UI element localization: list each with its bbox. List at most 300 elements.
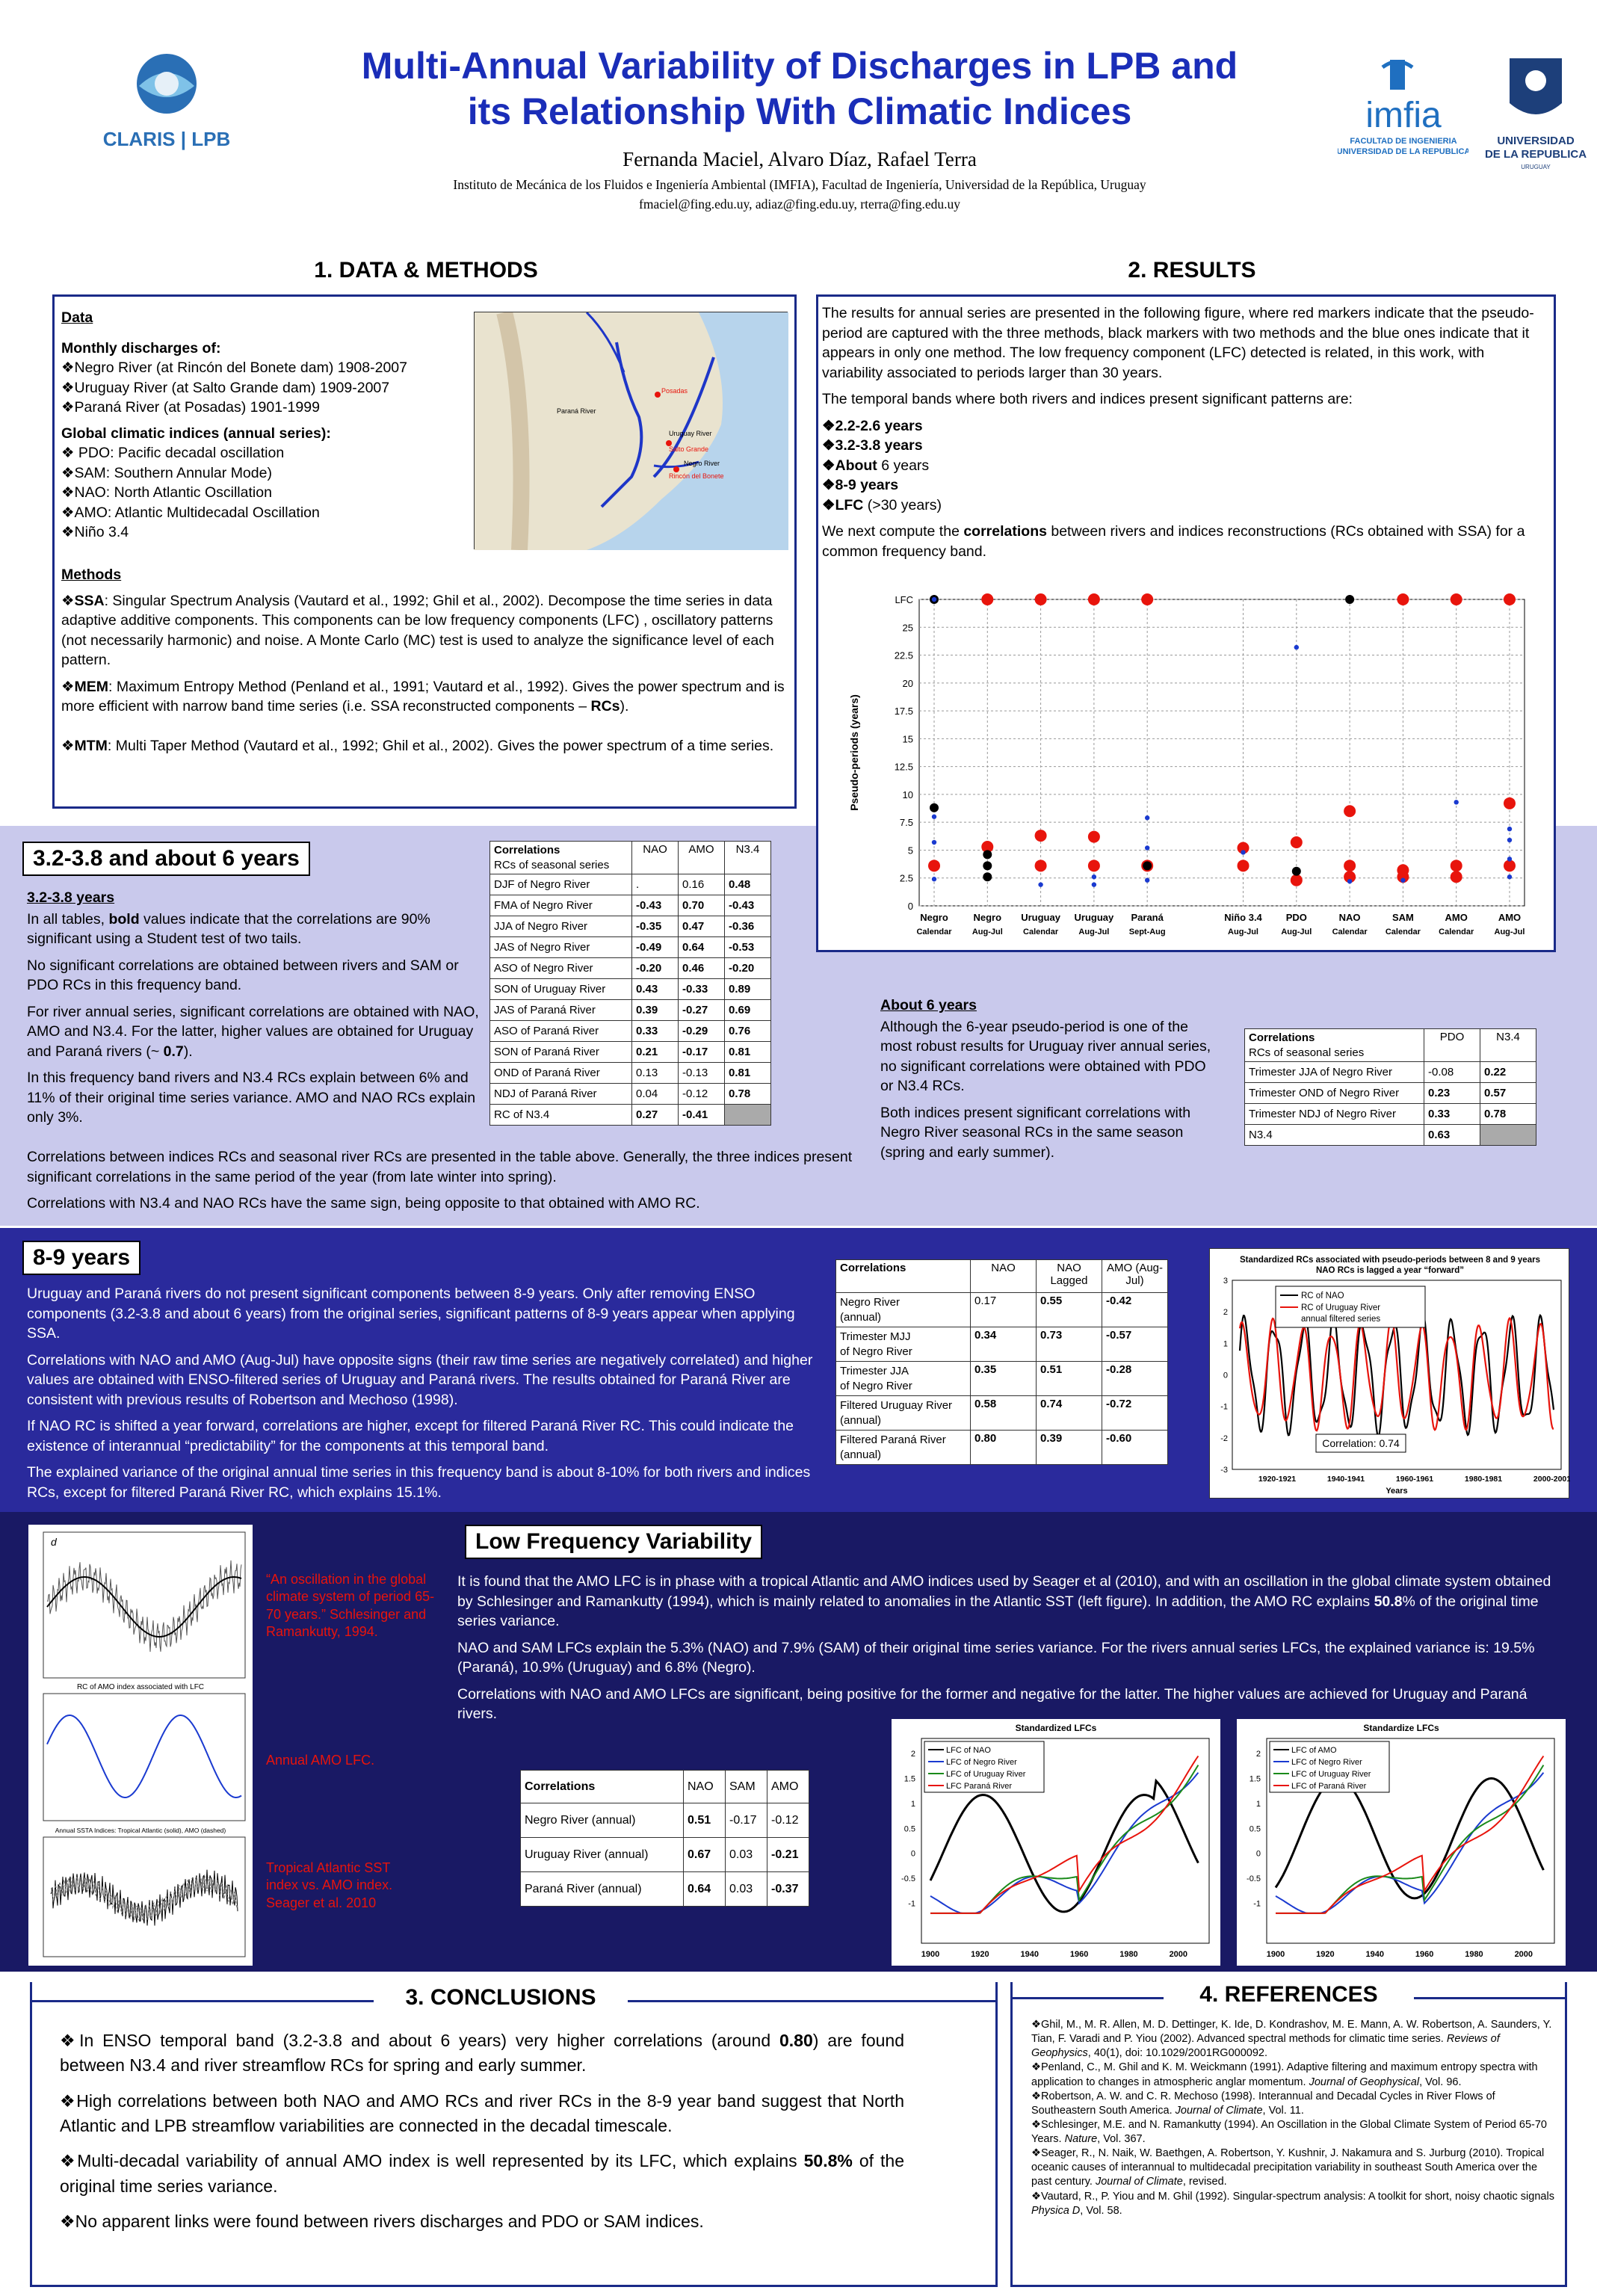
table-cell: 0.22 bbox=[1480, 1062, 1536, 1083]
y-tick-label: 1 bbox=[1255, 1799, 1261, 1809]
results-text: The results for annual series are presented in the following figure, where red markers indicate that the pseudo-period are captured with the three methods, black markers with two methods and the blue ones indicate that it appears in only one method. The low frequency component (LFC) detected is related, in this work, with variability associated to periods larger than 30 years. The temporal bands where both rivers and indices present significant patterns are: ❖2.2-2.6 years ❖3.2-3.8 years ❖About 6 years ❖8-9 years ❖LFC (>30 years) We next compute the correlations between rivers and indices reconstructions (RCs obtained with SSA) for a common frequency band. bbox=[822, 305, 1534, 560]
table-cell: 0.47 bbox=[679, 916, 725, 937]
table-cell: N3.4 bbox=[1480, 1029, 1536, 1062]
y-tick-label: -0.5 bbox=[901, 1874, 915, 1884]
svg-text:imfia: imfia bbox=[1365, 96, 1442, 135]
table-cell: 0.67 bbox=[684, 1838, 726, 1872]
band-89-text: Uruguay and Paraná rivers do not present significant components between 8-9 years. Only after removing ENSO components (3.2-3.8 and about 6 years) from the original series, significant patterns of 8-9 years appear when applying SSA. Correlations with NAO and AMO (Aug-Jul) have opposite signs (their raw time series are negatively correlated) and higher values are obtained with ENSO-filtered series of Uruguay and Paraná rivers. The results obtained for Paraná River are consistent with previous results of Robertson and Mechoso (1998). If NAO RC is shifted a year forward, correlations are higher, except for filtered Paraná River RC. This could indicate the existence of interannual “predictability” for the components at this temporal band. The explained variance of the original annual time series in this frequency band is about 8-10% for both rivers and indices RCs, except for filtered Paraná River RC, which explains 15.1%. bbox=[27, 1286, 813, 1501]
data-point bbox=[1291, 874, 1303, 886]
chart-title: Standardize LFCs bbox=[1363, 1723, 1439, 1733]
data-point bbox=[1504, 797, 1516, 809]
fig-title: RC of AMO index associated with LFC bbox=[76, 1683, 205, 1691]
legend-label: LFC of Negro River bbox=[946, 1758, 1017, 1767]
data-point bbox=[1451, 860, 1462, 871]
x-category-sublabel: Aug-Jul bbox=[1228, 928, 1258, 936]
table-row bbox=[521, 1803, 809, 1838]
data-point bbox=[1347, 879, 1352, 883]
x-category-label: Uruguay bbox=[1074, 912, 1114, 923]
monthly-item: ❖Paraná River (at Posadas) 1901-1999 bbox=[61, 399, 320, 416]
svg-text:DE LA REPUBLICA: DE LA REPUBLICA bbox=[1484, 148, 1587, 161]
table-cell: -0.08 bbox=[1424, 1062, 1480, 1083]
legend-label: LFC of Negro River bbox=[1291, 1758, 1362, 1767]
x-tick-label: 1940 bbox=[1020, 1950, 1039, 1959]
data-point bbox=[1241, 850, 1245, 854]
data-point bbox=[1145, 815, 1149, 820]
table-cell: 0.63 bbox=[1424, 1125, 1480, 1146]
x-category-sublabel: Aug-Jul bbox=[1281, 928, 1312, 936]
table-cell: -0.20 bbox=[632, 958, 679, 979]
y-tick-label: 0.5 bbox=[1249, 1824, 1261, 1834]
data-point bbox=[1454, 800, 1459, 804]
y-tick-label: 12.5 bbox=[894, 761, 913, 773]
data-point bbox=[1504, 593, 1516, 605]
y-tick-label: 1 bbox=[910, 1799, 915, 1809]
table-cell: 0.70 bbox=[679, 895, 725, 916]
table-row bbox=[490, 1084, 771, 1105]
lfv-caption-3: Tropical Atlantic SST index vs. AMO index. Seager et al. 2010 bbox=[266, 1860, 393, 1910]
table-row bbox=[521, 1838, 809, 1872]
svg-text:CLARIS | LPB: CLARIS | LPB bbox=[102, 128, 231, 150]
table-row bbox=[1245, 1062, 1536, 1083]
y-tick-label: -3 bbox=[1220, 1466, 1228, 1475]
legend-label: LFC Paraná River bbox=[946, 1782, 1013, 1791]
table-cell: RC of N3.4 bbox=[490, 1105, 632, 1126]
y-tick-label: 2 bbox=[1255, 1750, 1261, 1759]
table-cell bbox=[725, 1105, 771, 1126]
fig-title: Annual SSTA Indices: Tropical Atlantic (solid), AMO (dashed) bbox=[55, 1827, 226, 1834]
fig-sst-frame bbox=[43, 1837, 245, 1957]
lfv-caption-2: Annual AMO LFC. bbox=[266, 1753, 375, 1768]
y-tick-label: 20 bbox=[902, 677, 913, 689]
global-item: ❖SAM: Southern Annular Mode) bbox=[61, 464, 272, 481]
svg-text:Salto Grande: Salto Grande bbox=[669, 445, 709, 453]
table-cell: ASO of Paraná River bbox=[490, 1021, 632, 1042]
poster-title: Multi-Annual Variability of Discharges in LPB and its Relationship With Climatic Indices bbox=[361, 45, 1238, 132]
monthly-item: ❖Uruguay River (at Salto Grande dam) 1909-2007 bbox=[61, 379, 390, 396]
table-row bbox=[490, 895, 771, 916]
x-category-sublabel: Calendar bbox=[1439, 928, 1474, 936]
legend-label: LFC of Paraná River bbox=[1291, 1782, 1367, 1791]
table-cell: -0.35 bbox=[632, 916, 679, 937]
table-header-row bbox=[836, 1260, 1168, 1293]
table-cell: Correlations bbox=[836, 1260, 971, 1293]
x-tick-label: 1940 bbox=[1365, 1950, 1384, 1959]
svg-text:UNIVERSIDAD: UNIVERSIDAD bbox=[1497, 135, 1575, 147]
table-row bbox=[490, 874, 771, 895]
table-row bbox=[490, 1042, 771, 1063]
svg-text:Rincón del Bonete: Rincón del Bonete bbox=[669, 472, 724, 480]
band-89-label: 8-9 years bbox=[22, 1241, 140, 1275]
table-cell: 0.03 bbox=[726, 1872, 767, 1907]
table-cell: 0.33 bbox=[1424, 1104, 1480, 1125]
legend-label: RC of Uruguay River bbox=[1301, 1303, 1381, 1312]
lfv-label: Low Frequency Variability bbox=[465, 1525, 762, 1559]
table-cell: Paraná River (annual) bbox=[521, 1872, 684, 1907]
x-category-sublabel: Calendar bbox=[1023, 928, 1059, 936]
table-cell: NDJ of Paraná River bbox=[490, 1084, 632, 1105]
pdo-n34-table bbox=[1244, 1028, 1536, 1146]
x-tick-label: 1900 bbox=[1266, 1950, 1285, 1959]
section-1-heading: 1. DATA & METHODS bbox=[314, 258, 538, 283]
lfv-caption-1: “An oscillation in the global climate system of period 65-70 years.” Schlesinger and Ramankutty, 1994. bbox=[266, 1572, 435, 1640]
data-point bbox=[1035, 830, 1047, 842]
data-point bbox=[1344, 805, 1356, 817]
table-cell: 0.55 bbox=[1037, 1293, 1102, 1327]
table-cell: -0.13 bbox=[679, 1063, 725, 1084]
table-header-row bbox=[490, 842, 771, 874]
x-tick-label: 1920 bbox=[971, 1950, 989, 1959]
x-category-sublabel: Aug-Jul bbox=[1078, 928, 1110, 936]
data-point bbox=[1294, 645, 1299, 649]
x-tick-label: 2000 bbox=[1169, 1950, 1188, 1959]
svg-text:UNIVERSIDAD DE LA REPUBLICA: UNIVERSIDAD DE LA REPUBLICA bbox=[1338, 147, 1468, 156]
table-cell: 0.69 bbox=[725, 1000, 771, 1021]
plot-frame bbox=[919, 599, 1525, 906]
chart-title: Standardized LFCs bbox=[1015, 1723, 1097, 1733]
x-category-sublabel: Sept-Aug bbox=[1128, 928, 1166, 936]
table-row bbox=[836, 1362, 1168, 1396]
table-cell: NAO bbox=[632, 842, 679, 874]
x-category-label: Paraná bbox=[1131, 912, 1164, 923]
x-tick-label: 1960-1961 bbox=[1395, 1475, 1434, 1484]
legend-label: LFC of Uruguay River bbox=[1291, 1770, 1371, 1779]
data-point bbox=[1145, 845, 1149, 850]
table-cell: . bbox=[632, 874, 679, 895]
data-point bbox=[1238, 860, 1250, 871]
data-point bbox=[1145, 878, 1149, 883]
claris-logo bbox=[96, 45, 238, 157]
band-36-text-2: Correlations between indices RCs and seasonal river RCs are presented in the table above. Generally, the three indices present significant correlations in the same period of the year (from late winter into spring). Correlations with N3.4 and NAO RCs have the same sign, being opposite to that obtained with AMO RC. bbox=[27, 1149, 853, 1212]
x-category-label: AMO bbox=[1445, 912, 1468, 923]
lfv-left-figures bbox=[28, 1525, 253, 1966]
table-cell: NAO bbox=[971, 1260, 1037, 1293]
table-cell: -0.27 bbox=[679, 1000, 725, 1021]
table-cell: Negro River (annual) bbox=[521, 1803, 684, 1838]
y-tick-label: 22.5 bbox=[894, 649, 913, 661]
table-cell: 0.16 bbox=[679, 874, 725, 895]
section-2-heading: 2. RESULTS bbox=[1128, 258, 1256, 283]
table-row bbox=[490, 979, 771, 1000]
x-tick-label: 1920 bbox=[1316, 1950, 1335, 1959]
data-point bbox=[1291, 836, 1303, 848]
data-point bbox=[1345, 595, 1354, 604]
table-cell: -0.43 bbox=[725, 895, 771, 916]
x-category-label: PDO bbox=[1285, 912, 1307, 923]
table-row bbox=[490, 958, 771, 979]
chart-title: Standardized RCs associated with pseudo-periods between 8 and 9 years bbox=[1240, 1256, 1540, 1265]
y-tick-label: -1 bbox=[1220, 1402, 1228, 1412]
table-row bbox=[836, 1293, 1168, 1327]
x-category-sublabel: Calendar bbox=[1385, 928, 1421, 936]
data-point bbox=[928, 860, 940, 871]
table-row bbox=[490, 1021, 771, 1042]
table-row bbox=[1245, 1083, 1536, 1104]
table-cell: JJA of Negro River bbox=[490, 916, 632, 937]
x-category-sublabel: Calendar bbox=[1332, 928, 1368, 936]
legend-label: RC of NAO bbox=[1301, 1292, 1344, 1300]
table-cell: 0.73 bbox=[1037, 1327, 1102, 1362]
y-tick-label: 0 bbox=[1255, 1849, 1261, 1859]
y-tick-label: 2 bbox=[1223, 1308, 1228, 1318]
data-point bbox=[1344, 860, 1356, 871]
table-cell: 0.76 bbox=[725, 1021, 771, 1042]
data-point bbox=[1143, 861, 1152, 870]
seasonal-correlation-table bbox=[489, 841, 771, 1126]
table-cell: -0.33 bbox=[679, 979, 725, 1000]
table-cell: 0.33 bbox=[632, 1021, 679, 1042]
table-cell: 0.64 bbox=[684, 1872, 726, 1907]
section-4-heading: 4. REFERENCES bbox=[1199, 1982, 1378, 2007]
table-cell: 0.51 bbox=[684, 1803, 726, 1838]
pseudo-period-chart bbox=[837, 583, 1547, 949]
table-cell: -0.28 bbox=[1102, 1362, 1168, 1396]
table-cell: FMA of Negro River bbox=[490, 895, 632, 916]
data-point bbox=[1400, 878, 1405, 883]
data-point bbox=[1088, 860, 1100, 871]
lfv-text: It is found that the AMO LFC is in phase with a tropical Atlantic and AMO indices used by Seager et al (2010), and with an oscillation in the global climate system obtained by Schlesinger and Ramankutty (1994), which is mainly related to anomalies in the Atlantic SST (left figure). In addition, the AMO RC explains 50.8% of the original time series variance. NAO and SAM LFCs explain the 5.3% (NAO) and 7.9% (SAM) of their original time series variance. For the rivers annual series LFCs, the explained variance is: 19.5% (Paraná), 10.9% (Uruguay) and 6.8% (Negro). Correlations with NAO and AMO LFCs are significant, being positive for the former and negative for the latter. The higher values are achieved for Uruguay and Paraná rivers. bbox=[457, 1573, 1551, 1723]
section-3-heading: 3. CONCLUSIONS bbox=[405, 1985, 596, 2010]
table-row bbox=[490, 1105, 771, 1126]
table-cell: ASO of Negro River bbox=[490, 958, 632, 979]
x-tick-label: 1940-1941 bbox=[1326, 1475, 1365, 1484]
method-mem: ❖MEM: Maximum Entropy Method (Penland et al., 1991; Vautard et al., 1992). Gives the power spectrum and is more efficient with narrow band time series (i.e. SSA reconstructed components – RCs). bbox=[61, 678, 785, 715]
x-category-sublabel: Aug-Jul bbox=[1494, 928, 1525, 936]
band-36-label: 3.2-3.8 and about 6 years bbox=[22, 842, 310, 876]
table-cell: N3.4 bbox=[1245, 1125, 1424, 1146]
data-point bbox=[1035, 593, 1047, 605]
y-tick-label: 0 bbox=[907, 901, 913, 912]
table-cell: 0.34 bbox=[971, 1327, 1037, 1362]
authors: Fernanda Maciel, Alvaro Díaz, Rafael Terra bbox=[623, 148, 977, 170]
data-point bbox=[930, 803, 939, 812]
y-tick-label: -1 bbox=[908, 1899, 915, 1909]
y-axis-label: Pseudo-periods (years) bbox=[848, 694, 860, 811]
table-cell: Trimester JJA of Negro River bbox=[1245, 1062, 1424, 1083]
y-tick-label: 2.5 bbox=[899, 872, 913, 884]
data-point bbox=[1507, 838, 1512, 842]
data-point bbox=[1292, 867, 1301, 876]
table-cell: 0.17 bbox=[971, 1293, 1037, 1327]
fig-label: d bbox=[51, 1536, 57, 1548]
table-cell: 0.81 bbox=[725, 1042, 771, 1063]
y-tick-label: 17.5 bbox=[894, 706, 913, 718]
udelar-logo bbox=[1480, 51, 1592, 178]
y-tick-label: -1 bbox=[1253, 1899, 1261, 1909]
table-cell: 0.03 bbox=[726, 1838, 767, 1872]
table-cell: 0.81 bbox=[725, 1063, 771, 1084]
table-cell bbox=[1480, 1125, 1536, 1146]
global-item: ❖Niño 3.4 bbox=[61, 524, 129, 541]
table-cell: Filtered Paraná River (annual) bbox=[836, 1431, 971, 1465]
data-point bbox=[981, 593, 993, 605]
y-tick-label: LFC bbox=[895, 594, 913, 605]
data-point bbox=[1141, 593, 1153, 605]
y-tick-label: 0 bbox=[1223, 1371, 1228, 1380]
svg-text:FACULTAD DE INGENIERIA: FACULTAD DE INGENIERIA bbox=[1350, 137, 1457, 146]
method-mtm: ❖MTM: Multi Taper Method (Vautard et al., 1992; Ghil et al., 2002). Gives the power spectrum of a time series. bbox=[61, 737, 774, 754]
table-cell: -0.42 bbox=[1102, 1293, 1168, 1327]
table-row bbox=[490, 1063, 771, 1084]
data-point bbox=[1507, 857, 1512, 861]
table-cell: JAS of Paraná River bbox=[490, 1000, 632, 1021]
conclusions-rule-left bbox=[30, 2000, 374, 2002]
data-point bbox=[1397, 593, 1409, 605]
fig-oscillation-frame bbox=[43, 1532, 245, 1678]
table-cell: 0.89 bbox=[725, 979, 771, 1000]
x-axis-label: Years bbox=[1386, 1487, 1408, 1496]
x-category-label: Negro bbox=[973, 912, 1002, 923]
table-cell: OND of Paraná River bbox=[490, 1063, 632, 1084]
x-category-sublabel: Aug-Jul bbox=[972, 928, 1003, 936]
table-cell: Trimester OND of Negro River bbox=[1245, 1083, 1424, 1104]
legend-label: LFC of Uruguay River bbox=[946, 1770, 1026, 1779]
x-tick-label: 1960 bbox=[1069, 1950, 1089, 1959]
table-cell: -0.43 bbox=[632, 895, 679, 916]
x-category-label: AMO bbox=[1498, 912, 1522, 923]
table-cell: Uruguay River (annual) bbox=[521, 1838, 684, 1872]
table-cell: 0.74 bbox=[1037, 1396, 1102, 1431]
data-point bbox=[983, 850, 992, 859]
table-cell: -0.21 bbox=[767, 1838, 809, 1872]
x-tick-label: 2000 bbox=[1514, 1950, 1533, 1959]
table-cell: Filtered Uruguay River (annual) bbox=[836, 1396, 971, 1431]
table-cell: -0.49 bbox=[632, 937, 679, 958]
table-cell: N3.4 bbox=[725, 842, 771, 874]
basin-map bbox=[474, 312, 788, 549]
table-row bbox=[836, 1327, 1168, 1362]
x-tick-label: 1980 bbox=[1465, 1950, 1483, 1959]
x-tick-label: 1980-1981 bbox=[1464, 1475, 1503, 1484]
data-point bbox=[932, 597, 936, 602]
y-tick-label: 5 bbox=[907, 845, 913, 857]
table-cell: DJF of Negro River bbox=[490, 874, 632, 895]
table-cell: -0.72 bbox=[1102, 1396, 1168, 1431]
table-cell: -0.20 bbox=[725, 958, 771, 979]
imfia-logo bbox=[1338, 52, 1468, 164]
x-category-label: Negro bbox=[920, 912, 948, 923]
x-tick-label: 1900 bbox=[921, 1950, 940, 1959]
method-ssa: ❖SSA: Singular Spectrum Analysis (Vautard et al., 1992; Ghil et al., 2002). Decompose the time series in data adaptive additive components. This components can be low frequency components (LFC) , oscillatory patterns (not necessarily harmonic) and noise. A Monte Carlo (MC) test is used to analyze the significance level of each pattern. bbox=[61, 592, 774, 669]
table-cell: 0.21 bbox=[632, 1042, 679, 1063]
table-cell: 0.39 bbox=[1037, 1431, 1102, 1465]
y-tick-label: 1.5 bbox=[903, 1774, 915, 1784]
table-row bbox=[836, 1431, 1168, 1465]
table-cell: Trimester NDJ of Negro River bbox=[1245, 1104, 1424, 1125]
y-tick-label: 10 bbox=[902, 789, 913, 800]
emails: fmaciel@fing.edu.uy, adiaz@fing.edu.uy, rterra@fing.edu.uy bbox=[639, 197, 960, 212]
x-category-label: Niño 3.4 bbox=[1224, 912, 1262, 923]
table-cell: Correlations bbox=[521, 1771, 684, 1803]
svg-text:Negro River: Negro River bbox=[684, 460, 720, 467]
table-cell: -0.37 bbox=[767, 1872, 809, 1907]
table-cell: 0.48 bbox=[725, 874, 771, 895]
legend-label: LFC of NAO bbox=[946, 1746, 991, 1755]
table-cell: -0.12 bbox=[679, 1084, 725, 1105]
references-rule-right bbox=[1414, 1997, 1567, 1999]
y-tick-label: 25 bbox=[902, 622, 913, 634]
table-cell: 0.27 bbox=[632, 1105, 679, 1126]
data-point bbox=[1088, 593, 1100, 605]
table-cell: -0.12 bbox=[767, 1803, 809, 1838]
global-item: ❖NAO: North Atlantic Oscillation bbox=[61, 484, 272, 502]
table-cell: 0.39 bbox=[632, 1000, 679, 1021]
x-category-sublabel: Calendar bbox=[916, 928, 952, 936]
y-tick-label: 1 bbox=[1223, 1339, 1228, 1349]
y-tick-label: 3 bbox=[1223, 1277, 1228, 1286]
table-row bbox=[490, 916, 771, 937]
table-cell: 0.13 bbox=[632, 1063, 679, 1084]
table-row bbox=[490, 1000, 771, 1021]
table-cell: SON of Uruguay River bbox=[490, 979, 632, 1000]
data-point bbox=[1088, 831, 1100, 843]
fig-amo-frame bbox=[43, 1694, 245, 1821]
table-cell: NAO Lagged bbox=[1037, 1260, 1102, 1293]
y-tick-label: 0.5 bbox=[903, 1824, 915, 1834]
table-cell: 0.46 bbox=[679, 958, 725, 979]
svg-text:Posadas: Posadas bbox=[661, 387, 688, 395]
y-tick-label: -0.5 bbox=[1247, 1874, 1261, 1884]
y-tick-label: 2 bbox=[910, 1750, 915, 1759]
legend-label: annual filtered series bbox=[1301, 1315, 1381, 1324]
table-cell: AMO bbox=[679, 842, 725, 874]
table-cell: 0.04 bbox=[632, 1084, 679, 1105]
data-point bbox=[983, 861, 992, 870]
table-row bbox=[521, 1872, 809, 1907]
about-6-years-text: About 6 years Although the 6-year pseudo-period is one of the most robust results for Uruguay river annual series, no significant correlations were obtained with PDO or N3.4 RCs. Both indices present significant correlations with Negro River seasonal RCs in the same season (spring and early summer). bbox=[880, 997, 1211, 1161]
table-cell: Trimester MJJ of Negro River bbox=[836, 1327, 971, 1362]
data-point bbox=[932, 815, 936, 819]
table-cell: -0.41 bbox=[679, 1105, 725, 1126]
band-36-text: 3.2-3.8 years In all tables, bold values indicate that the correlations are 90% significant using a Student test of two tails. No significant correlations are obtained between rivers and SAM or PDO RCs in this frequency band. For river annual series, significant correlations are obtained with NAO, AMO and N3.4. For the latter, higher values are obtained for Uruguay and Paraná rivers (~ 0.7). In this frequency band rivers and N3.4 RCs explain between 6% and 11% of their original time series variance. AMO and NAO RCs explain only 3%. bbox=[27, 889, 479, 1126]
band-89-chart bbox=[1209, 1248, 1569, 1499]
data-point bbox=[932, 840, 936, 845]
table-cell: -0.57 bbox=[1102, 1327, 1168, 1362]
y-tick-label: -2 bbox=[1220, 1434, 1228, 1443]
x-tick-label: 1920-1921 bbox=[1258, 1475, 1297, 1484]
table-cell: 0.64 bbox=[679, 937, 725, 958]
references-rule-left bbox=[1010, 1997, 1164, 1999]
data-point bbox=[1451, 593, 1462, 605]
y-tick-label: 0 bbox=[910, 1849, 915, 1859]
table-cell: -0.60 bbox=[1102, 1431, 1168, 1465]
correlation-label: Correlation: 0.74 bbox=[1322, 1437, 1400, 1449]
y-tick-label: 15 bbox=[902, 733, 913, 745]
lfc-amo-chart bbox=[1237, 1719, 1566, 1966]
table-row bbox=[490, 937, 771, 958]
table-cell: 0.23 bbox=[1424, 1083, 1480, 1104]
table-header-row bbox=[1245, 1029, 1536, 1062]
table-cell: NAO bbox=[684, 1771, 726, 1803]
table-cell: Correlations RCs of seasonal series bbox=[490, 842, 632, 874]
table-cell: -0.17 bbox=[679, 1042, 725, 1063]
affiliation: Instituto de Mecánica de los Fluidos e Ingeniería Ambiental (IMFIA), Facultad de Ingeniería, Universidad de la República, Uruguay bbox=[453, 177, 1146, 192]
x-tick-label: 1980 bbox=[1119, 1950, 1138, 1959]
methods-block: Methods ❖SSA: Singular Spectrum Analysis (Vautard et al., 1992; Ghil et al., 2002). Decompose the time series in data adaptive additive components. This components can be low frequency components (LFC) , oscillatory patterns (not necessarily harmonic) and noise. A Monte Carlo (MC) test is used to analyze the significance level of each pattern. ❖MEM: Maximum Entropy Method (Penland et al., 1991; Vautard et al., 1992). Gives the power spectrum and is more efficient with narrow band time series (i.e. SSA reconstructed components – RCs). ❖MTM: Multi Taper Method (Vautard et al., 1992; Ghil et al., 2002). Gives the power spectrum of a time series. bbox=[61, 565, 786, 762]
svg-text:URUGUAY: URUGUAY bbox=[1521, 164, 1551, 170]
svg-text:Paraná River: Paraná River bbox=[557, 407, 596, 415]
table-cell: Negro River (annual) bbox=[836, 1293, 971, 1327]
table-cell: -0.17 bbox=[726, 1803, 767, 1838]
y-tick-label: 1.5 bbox=[1249, 1774, 1261, 1784]
table-header-row bbox=[521, 1771, 809, 1803]
table-cell: -0.53 bbox=[725, 937, 771, 958]
data-point bbox=[1038, 882, 1042, 886]
table-cell: 0.78 bbox=[725, 1084, 771, 1105]
global-item: ❖AMO: Atlantic Multidecadal Oscillation bbox=[61, 504, 320, 521]
x-category-label: Uruguay bbox=[1021, 912, 1060, 923]
table-cell: 0.51 bbox=[1037, 1362, 1102, 1396]
table-cell: AMO bbox=[767, 1771, 809, 1803]
